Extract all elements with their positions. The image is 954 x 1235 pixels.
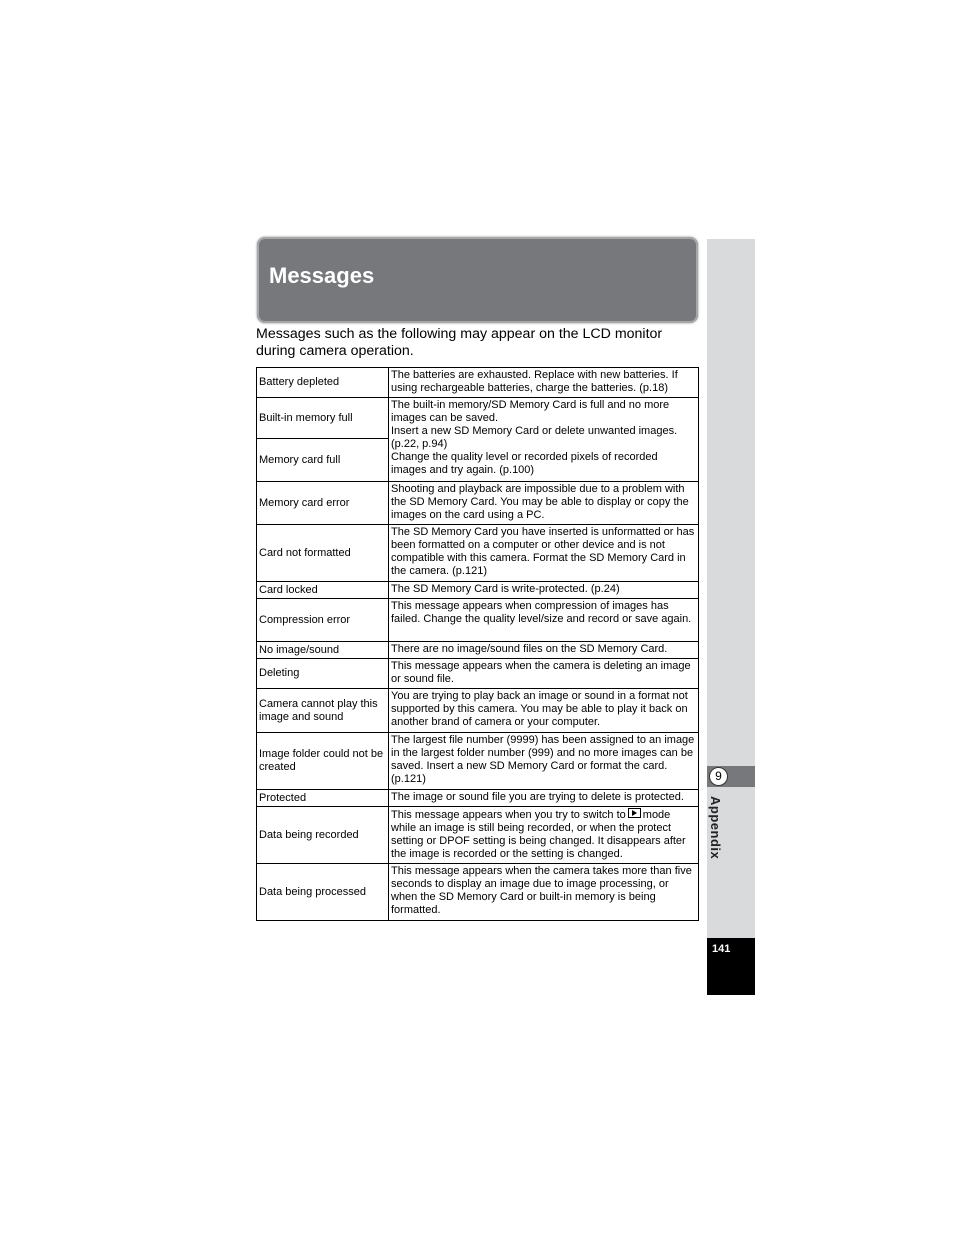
table-row: [257, 582, 699, 599]
message-name: Card locked: [257, 582, 389, 599]
message-desc: The image or sound file you are trying to delete is protected.: [389, 790, 699, 807]
message-name: Battery depleted: [257, 368, 389, 398]
message-name: Image folder could not be created: [257, 733, 389, 790]
table-row: [257, 659, 699, 689]
message-desc-part: This message appears when you try to switch to: [391, 809, 626, 821]
message-desc: This message appears when the camera is deleting an image or sound file.: [389, 659, 699, 689]
chapter-label: Appendix: [708, 796, 723, 860]
table-row: [257, 525, 699, 582]
message-desc: Shooting and playback are impossible due to a problem with the SD Memory Card. You may be able to display or copy the images on the card using a PC.: [389, 482, 699, 525]
intro-paragraph: Messages such as the following may appear on the LCD monitor during camera operation.: [256, 326, 663, 359]
message-desc: The batteries are exhausted. Replace with new batteries. If using rechargeable batteries, charge the batteries. (p.18): [389, 368, 699, 398]
table-row: [257, 864, 699, 921]
message-name: Protected: [257, 790, 389, 807]
message-desc: The SD Memory Card you have inserted is unformatted or has been formatted on a computer or other device and is not compatible with this camera. Format the SD Memory Card in the camera. (p.121): [389, 525, 699, 582]
page-number-box: [707, 938, 755, 995]
table-row: [257, 733, 699, 790]
message-desc: There are no image/sound files on the SD Memory Card.: [389, 642, 699, 659]
message-desc: The largest file number (9999) has been assigned to an image in the largest folder number (999) and no more images can be saved. Insert a new SD Memory Card or format the card. (p.121): [389, 733, 699, 790]
message-name: Built-in memory full: [257, 398, 389, 439]
table-row: [257, 642, 699, 659]
message-name: Compression error: [257, 599, 389, 642]
message-desc: The built-in memory/SD Memory Card is full and no more images can be saved. Insert a new SD Memory Card or delete unwanted images. (p.22, p.94) Change the quality level or recorded pixels of recorded images and try again. (p.100): [389, 398, 699, 482]
message-desc: You are trying to play back an image or sound in a format not supported by this camera. You may be able to play it back on another brand of camera or your computer.: [389, 689, 699, 733]
table-row: [257, 790, 699, 807]
page-number: 141: [712, 943, 731, 955]
table-row: [257, 482, 699, 525]
message-desc: The SD Memory Card is write-protected. (p.24): [389, 582, 699, 599]
message-name: Memory card error: [257, 482, 389, 525]
messages-table: [256, 367, 699, 921]
table-row: [257, 807, 699, 864]
message-name: Data being recorded: [257, 807, 389, 864]
message-name: Card not formatted: [257, 525, 389, 582]
message-desc: This message appears when compression of images has failed. Change the quality level/size and record or save again.: [389, 599, 699, 642]
table-row: [257, 398, 699, 439]
message-name: Memory card full: [257, 439, 389, 482]
message-desc: This message appears when the camera takes more than five seconds to display an image due to image processing, or when the SD Memory Card or built-in memory is being formatted.: [389, 864, 699, 921]
playback-icon: [628, 808, 641, 818]
table-row: [257, 689, 699, 733]
message-desc-part: mode while an image is still being recorded, or when the protect setting or DPOF setting is being changed. It disappears after the image is recorded or the setting is changed.: [391, 809, 686, 860]
title-banner: [257, 237, 698, 323]
page-title: Messages: [269, 263, 375, 288]
message-desc: [389, 807, 699, 864]
table-row: [257, 599, 699, 642]
table-row: [257, 368, 699, 398]
chapter-number-badge: 9: [709, 767, 728, 786]
message-name: Data being processed: [257, 864, 389, 921]
message-name: No image/sound: [257, 642, 389, 659]
message-name: Deleting: [257, 659, 389, 689]
message-name: Camera cannot play this image and sound: [257, 689, 389, 733]
